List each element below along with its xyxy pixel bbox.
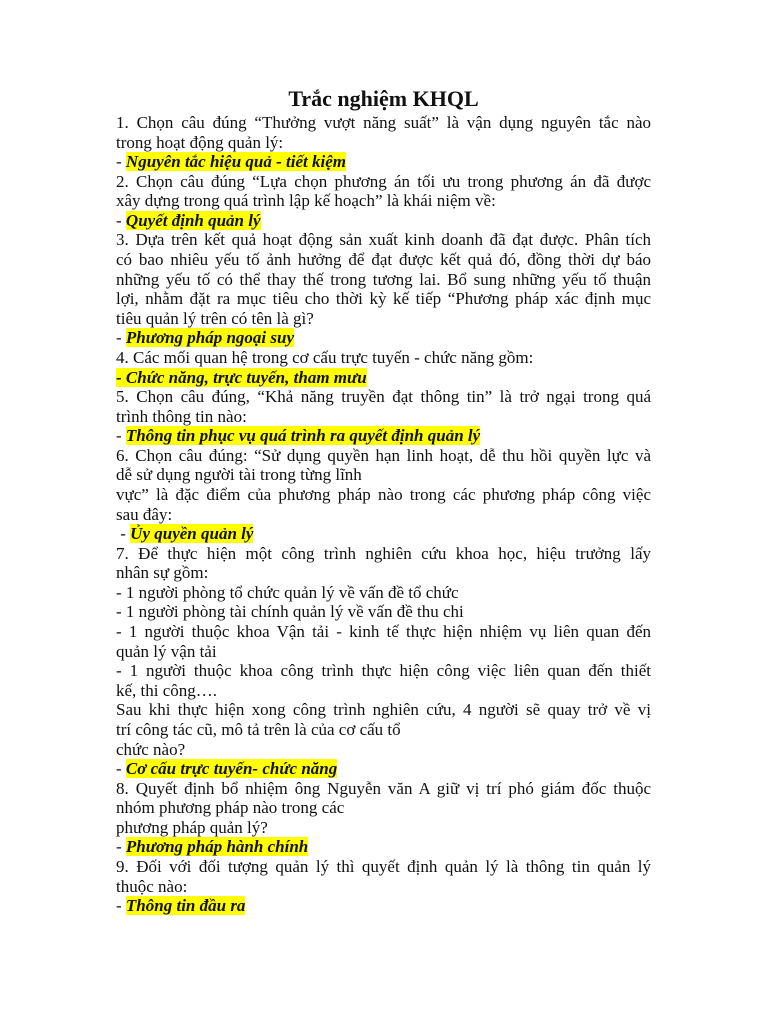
- answer-line: [116, 524, 651, 544]
- text-line: 3. Dựa trên kết quả hoạt động sản xuất kinh doanh đã đạt được. Phân tích: [116, 230, 651, 250]
- answer-line: [116, 426, 651, 446]
- document-title: Trắc nghiệm KHQL: [288, 86, 479, 111]
- highlighted-answer: Quyết định quản lý: [125, 210, 261, 230]
- text-line: lợi, nhằm đặt ra mục tiêu cho thời kỳ kế tiếp “Phương pháp xác định mục: [116, 289, 651, 309]
- answer-bullet: -: [116, 759, 126, 779]
- highlighted-answer: Phương pháp ngoại suy: [125, 328, 295, 348]
- text-line: trình thông tin nào:: [116, 406, 247, 426]
- highlighted-answer: Cơ cấu trực tuyến- chức năng: [125, 759, 338, 779]
- answer-line: [116, 211, 651, 231]
- highlighted-answer: Phương pháp hành chính: [125, 837, 309, 857]
- text-line: quản lý vận tải: [116, 641, 217, 661]
- text-line: 4. Các mối quan hệ trong cơ cấu trực tuyến - chức năng gồm:: [116, 347, 534, 367]
- text-line: 7. Để thực hiện một công trình nghiên cứu khoa học, hiệu trưởng lấy: [116, 543, 651, 563]
- text-line: - 1 người phòng tổ chức quản lý về vấn đề tổ chức: [116, 582, 459, 602]
- text-line: những yếu tố có thể thay thế trong tương lai. Bổ sung những yếu tố thuận: [116, 269, 651, 289]
- text-line: - 1 người thuộc khoa công trình thực hiện công việc liên quan đến thiết: [116, 661, 651, 681]
- text-line: vực” là đặc điểm của phương pháp nào trong các phương pháp công việc: [116, 484, 651, 504]
- text-line: trí công tác cũ, mô tả trên là của cơ cấu tổ: [116, 719, 401, 739]
- text-line: trong hoạt động quản lý:: [116, 132, 284, 152]
- text-line: 9. Đối với đối tượng quản lý thì quyết định quản lý là thông tin quản lý: [116, 856, 651, 876]
- answer-bullet: -: [116, 837, 126, 857]
- text-line: 6. Chọn câu đúng: “Sử dụng quyền hạn linh hoạt, dễ thu hồi quyền lực và: [116, 445, 651, 465]
- text-line: phương pháp quản lý?: [116, 817, 268, 837]
- answer-bullet: -: [116, 152, 126, 172]
- answer-line: [116, 368, 651, 388]
- text-line: xây dựng trong quá trình lập kế hoạch” là khái niệm về:: [116, 191, 496, 211]
- highlighted-answer: Thông tin đầu ra: [125, 896, 246, 916]
- answer-bullet: -: [116, 328, 126, 348]
- text-line: 8. Quyết định bổ nhiệm ông Nguyễn văn A giữ vị trí phó giám đốc thuộc: [116, 778, 651, 798]
- highlighted-answer: - Chức năng, trực tuyến, tham mưu: [116, 367, 367, 387]
- text-line: 5. Chọn câu đúng, “Khả năng truyền đạt thông tin” là trở ngại trong quá: [116, 387, 651, 407]
- text-line: kế, thi công….: [116, 680, 218, 700]
- answer-bullet: -: [116, 524, 131, 544]
- text-line: chức nào?: [116, 739, 186, 759]
- text-line: tiêu quản lý trên có tên là gì?: [116, 308, 314, 328]
- highlighted-answer: Thông tin phục vụ quá trình ra quyết định quản lý: [125, 426, 481, 446]
- text-line: nhân sự gồm:: [116, 563, 209, 583]
- highlighted-answer: Nguyên tắc hiệu quả - tiết kiệm: [125, 152, 346, 172]
- answer-line: [116, 328, 651, 348]
- document-page: [116, 86, 651, 916]
- text-line: có bao nhiêu yếu tố ảnh hưởng để đạt được kết quả đó, đồng thời dự báo: [116, 250, 651, 270]
- text-line: - 1 người phòng tài chính quản lý về vấn đề thu chi: [116, 602, 464, 622]
- text-line: 2. Chọn câu đúng “Lựa chọn phương án tối ưu trong phương án đã được: [116, 171, 651, 191]
- text-line: - 1 người thuộc khoa Vận tải - kinh tế thực hiện nhiệm vụ liên quan đến: [116, 622, 651, 642]
- answer-bullet: -: [116, 210, 126, 230]
- answer-line: [116, 759, 651, 779]
- document-body: [116, 113, 651, 916]
- text-line: dễ sử dụng người tài trong từng lĩnh: [116, 465, 362, 485]
- answer-line: [116, 152, 651, 172]
- text-line: Sau khi thực hiện xong công trình nghiên cứu, 4 người sẽ quay trở về vị: [116, 700, 651, 720]
- answer-line: [116, 837, 651, 857]
- text-line: sau đây:: [116, 504, 173, 524]
- highlighted-answer: Ủy quyền quản lý: [130, 524, 254, 544]
- text-line: nhóm phương pháp nào trong các: [116, 798, 345, 818]
- text-line: 1. Chọn câu đúng “Thưởng vượt năng suất” là vận dụng nguyên tắc nào: [116, 113, 651, 132]
- answer-line: [116, 896, 651, 916]
- text-line: thuộc nào:: [116, 876, 188, 896]
- answer-bullet: -: [116, 896, 126, 916]
- answer-bullet: -: [116, 426, 126, 446]
